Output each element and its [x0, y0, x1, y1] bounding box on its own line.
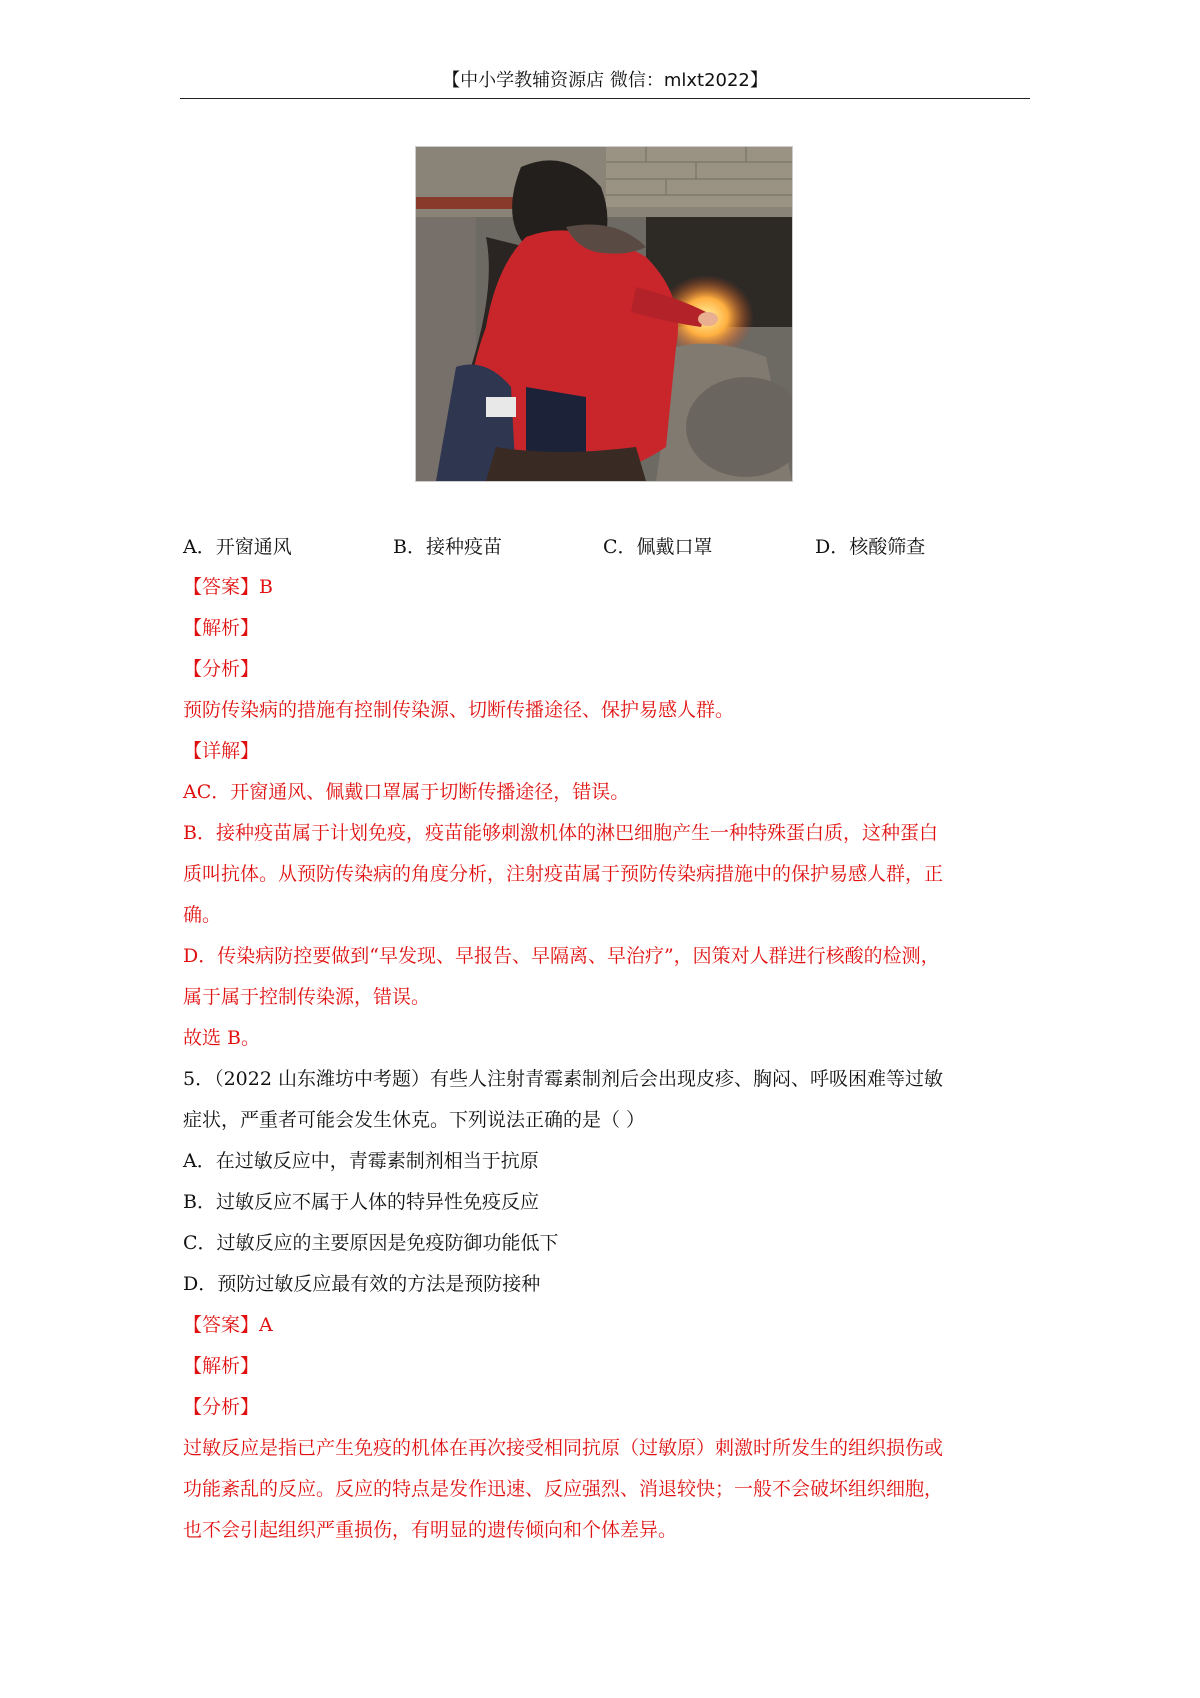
- photo-illustration: [416, 147, 792, 481]
- q4-option-d: D．核酸筛查: [815, 536, 926, 558]
- q5-stem-line: 症状，严重者可能会发生休克。下列说法正确的是（ ）: [183, 1109, 646, 1131]
- q4-option-b: B．接种疫苗: [393, 536, 502, 558]
- q5-analysis-title: 【解析】: [183, 1355, 260, 1377]
- q4-detail-line: 确。: [183, 904, 222, 926]
- q5-option-a: A．在过敏反应中，青霉素制剂相当于抗原: [183, 1150, 539, 1172]
- q4-analysis-title: 【解析】: [183, 617, 260, 639]
- q4-detail-line: B．接种疫苗属于计划免疫，疫苗能够刺激机体的淋巴细胞产生一种特殊蛋白质，这种蛋白: [183, 822, 938, 844]
- q4-detail-line: AC．开窗通风、佩戴口罩属于切断传播途径，错误。: [183, 781, 630, 803]
- q4-option-a: A．开窗通风: [183, 536, 292, 558]
- question-photo: [415, 146, 793, 482]
- q5-option-c: C．过敏反应的主要原因是免疫防御功能低下: [183, 1232, 559, 1254]
- q4-fenxi-text: 预防传染病的措施有控制传染源、切断传播途径、保护易感人群。: [183, 699, 735, 721]
- q5-option-d: D．预防过敏反应最有效的方法是预防接种: [183, 1273, 541, 1295]
- q5-fenxi-title: 【分析】: [183, 1396, 260, 1418]
- q4-detail-line: D．传染病防控要做到“早发现、早报告、早隔离、早治疗”，因策对人群进行核酸的检测，: [183, 945, 940, 967]
- header-divider: [180, 98, 1030, 99]
- q5-fenxi-text-line: 过敏反应是指已产生免疫的机体在再次接受相同抗原（过敏原）刺激时所发生的组织损伤或: [183, 1437, 944, 1459]
- q4-xiangjie-title: 【详解】: [183, 740, 260, 762]
- q4-option-c: C．佩戴口罩: [603, 536, 713, 558]
- page-header: 【中小学教辅资源店 微信：mlxt2022】: [442, 70, 768, 91]
- q5-option-b: B．过敏反应不属于人体的特异性免疫反应: [183, 1191, 539, 1213]
- q4-detail-line: 属于属于控制传染源，错误。: [183, 986, 431, 1008]
- q4-detail-line: 质叫抗体。从预防传染病的角度分析，注射疫苗属于预防传染病措施中的保护易感人群，正: [183, 863, 944, 885]
- q5-answer: 【答案】A: [183, 1314, 273, 1336]
- q5-fenxi-text-line: 也不会引起组织严重损伤，有明显的遗传倾向和个体差异。: [183, 1519, 678, 1541]
- q4-conclusion: 故选 B。: [183, 1027, 261, 1049]
- q5-stem-line: 5．（2022 山东潍坊中考题）有些人注射青霉素制剂后会出现皮疹、胸闷、呼吸困难等过敏: [183, 1068, 943, 1090]
- q4-fenxi-title: 【分析】: [183, 658, 260, 680]
- q4-answer: 【答案】B: [183, 576, 273, 598]
- q5-fenxi-text-line: 功能紊乱的反应。反应的特点是发作迅速、反应强烈、消退较快；一般不会破坏组织细胞，: [183, 1478, 944, 1500]
